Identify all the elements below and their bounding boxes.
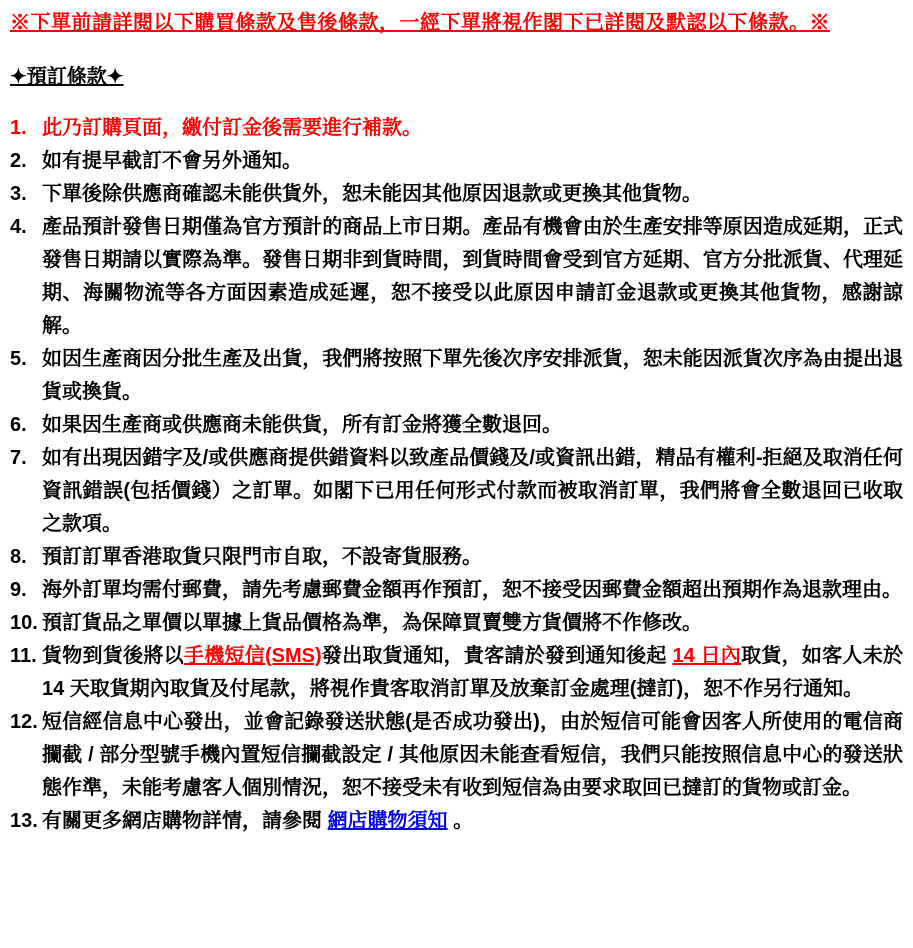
term-text-segment: 下單後除供應商確認未能供貨外，恕未能因其他原因退款或更換其他貨物。	[42, 183, 702, 205]
term-number: 1.	[10, 117, 27, 139]
term-item-13	[10, 805, 903, 838]
term-number: 12.	[10, 711, 38, 733]
term-text	[42, 706, 903, 805]
term-text	[42, 178, 903, 211]
term-text-segment: 海外訂單均需付郵費，請先考慮郵費金額再作預訂，恕不接受因郵費金額超出預期作為退款理由。	[42, 579, 902, 601]
term-text-segment: 如有出現因錯字及/或供應商提供錯資料以致產品價錢及/或資訊出錯，精品有權利-拒絕及取消任何資訊錯誤(包括價錢）之訂單。如閣下已用任何形式付款而被取消訂單，我們將會全數退回已收取之款項。	[42, 447, 903, 535]
purchase-notice-header: ※下單前請詳閱以下購買條款及售後條款，一經下單將視作閣下已詳閱及默認以下條款。※	[10, 12, 830, 34]
term-item-8	[10, 541, 903, 574]
term-text	[42, 805, 903, 838]
term-number: 6.	[10, 414, 27, 436]
term-text	[42, 145, 903, 178]
term-text-segment: 此乃訂購頁面，繳付訂金後需要進行補款。	[42, 117, 422, 139]
term-text-segment: 取貨，如客人未於 14 天取貨期內取貨及付尾款，將視作貴客取消訂單及放棄訂金處理(撻訂)，恕不作另行通知。	[42, 645, 903, 700]
term-text-segment: 發出取貨通知，貴客請於發到通知後起	[321, 645, 673, 667]
term-item-7	[10, 442, 903, 541]
term-text-segment: 貨物到貨後將以	[42, 645, 184, 667]
term-number: 9.	[10, 579, 27, 601]
term-number: 10.	[10, 612, 38, 634]
term-item-9	[10, 574, 903, 607]
term-item-4	[10, 211, 903, 343]
section-title-preorder-terms: ✦預訂條款✦	[10, 66, 124, 88]
term-text	[42, 112, 903, 145]
term-item-11	[10, 640, 903, 706]
term-number: 11.	[10, 645, 37, 667]
term-item-3	[10, 178, 903, 211]
term-number: 4.	[10, 216, 27, 238]
term-text	[42, 574, 903, 607]
term-number: 5.	[10, 348, 27, 370]
term-item-10	[10, 607, 903, 640]
term-text	[42, 640, 903, 706]
term-text-segment: 如果因生產商或供應商未能供貨，所有訂金將獲全數退回。	[42, 414, 562, 436]
term-text-segment: 短信經信息中心發出，並會記錄發送狀態(是否成功發出)，由於短信可能會因客人所使用的電信商攔截 / 部分型號手機內置短信攔截設定 / 其他原因未能查看短信，我們只能按照信息中心的發送狀態作準，未能考慮客人個別情況，恕不接受未有收到短信為由要求取回已撻訂的貨物或訂金。	[42, 711, 903, 799]
term-text	[42, 607, 903, 640]
term-text-segment: 如因生產商因分批生產及出貨，我們將按照下單先後次序安排派貨，恕未能因派貨次序為由提出退貨或換貨。	[42, 348, 903, 403]
term-item-2	[10, 145, 903, 178]
term-number: 8.	[10, 546, 27, 568]
term-number: 7.	[10, 447, 27, 469]
term-item-1	[10, 112, 903, 145]
term-text	[42, 442, 903, 541]
term-text-segment: 如有提早截訂不會另外通知。	[42, 150, 302, 172]
term-number: 13.	[10, 810, 38, 832]
term-text-segment: 預訂貨品之單價以單據上貨品價格為準，為保障買賣雙方貨價將不作修改。	[42, 612, 702, 634]
term-text	[42, 409, 903, 442]
term-number: 3.	[10, 183, 27, 205]
term-text	[42, 211, 903, 343]
term-text-segment: 。	[447, 810, 474, 832]
term-item-6	[10, 409, 903, 442]
shop-guide-link[interactable]: 網店購物須知	[327, 810, 448, 832]
term-text-segment: 產品預計發售日期僅為官方預計的商品上市日期。產品有機會由於生產安排等原因造成延期，正式發售日期請以實際為準。發售日期非到貨時間，到貨時間會受到官方延期、官方分批派貨、代理延期、海關物流等各方面因素造成延遲，恕不接受以此原因申請訂金退款或更換其他貨物，感謝諒解。	[42, 216, 903, 337]
pickup-deadline-emphasis: 14 日內	[672, 645, 742, 667]
term-text-segment: 有關更多網店購物詳情，請參閱	[42, 810, 328, 832]
term-text	[42, 343, 903, 409]
term-item-5	[10, 343, 903, 409]
term-item-12	[10, 706, 903, 805]
sms-notice-emphasis: 手機短信(SMS)	[183, 645, 322, 667]
terms-list	[10, 112, 903, 838]
term-number: 2.	[10, 150, 27, 172]
term-text-segment: 預訂訂單香港取貨只限門市自取，不設寄貨服務。	[42, 546, 482, 568]
term-text	[42, 541, 903, 574]
